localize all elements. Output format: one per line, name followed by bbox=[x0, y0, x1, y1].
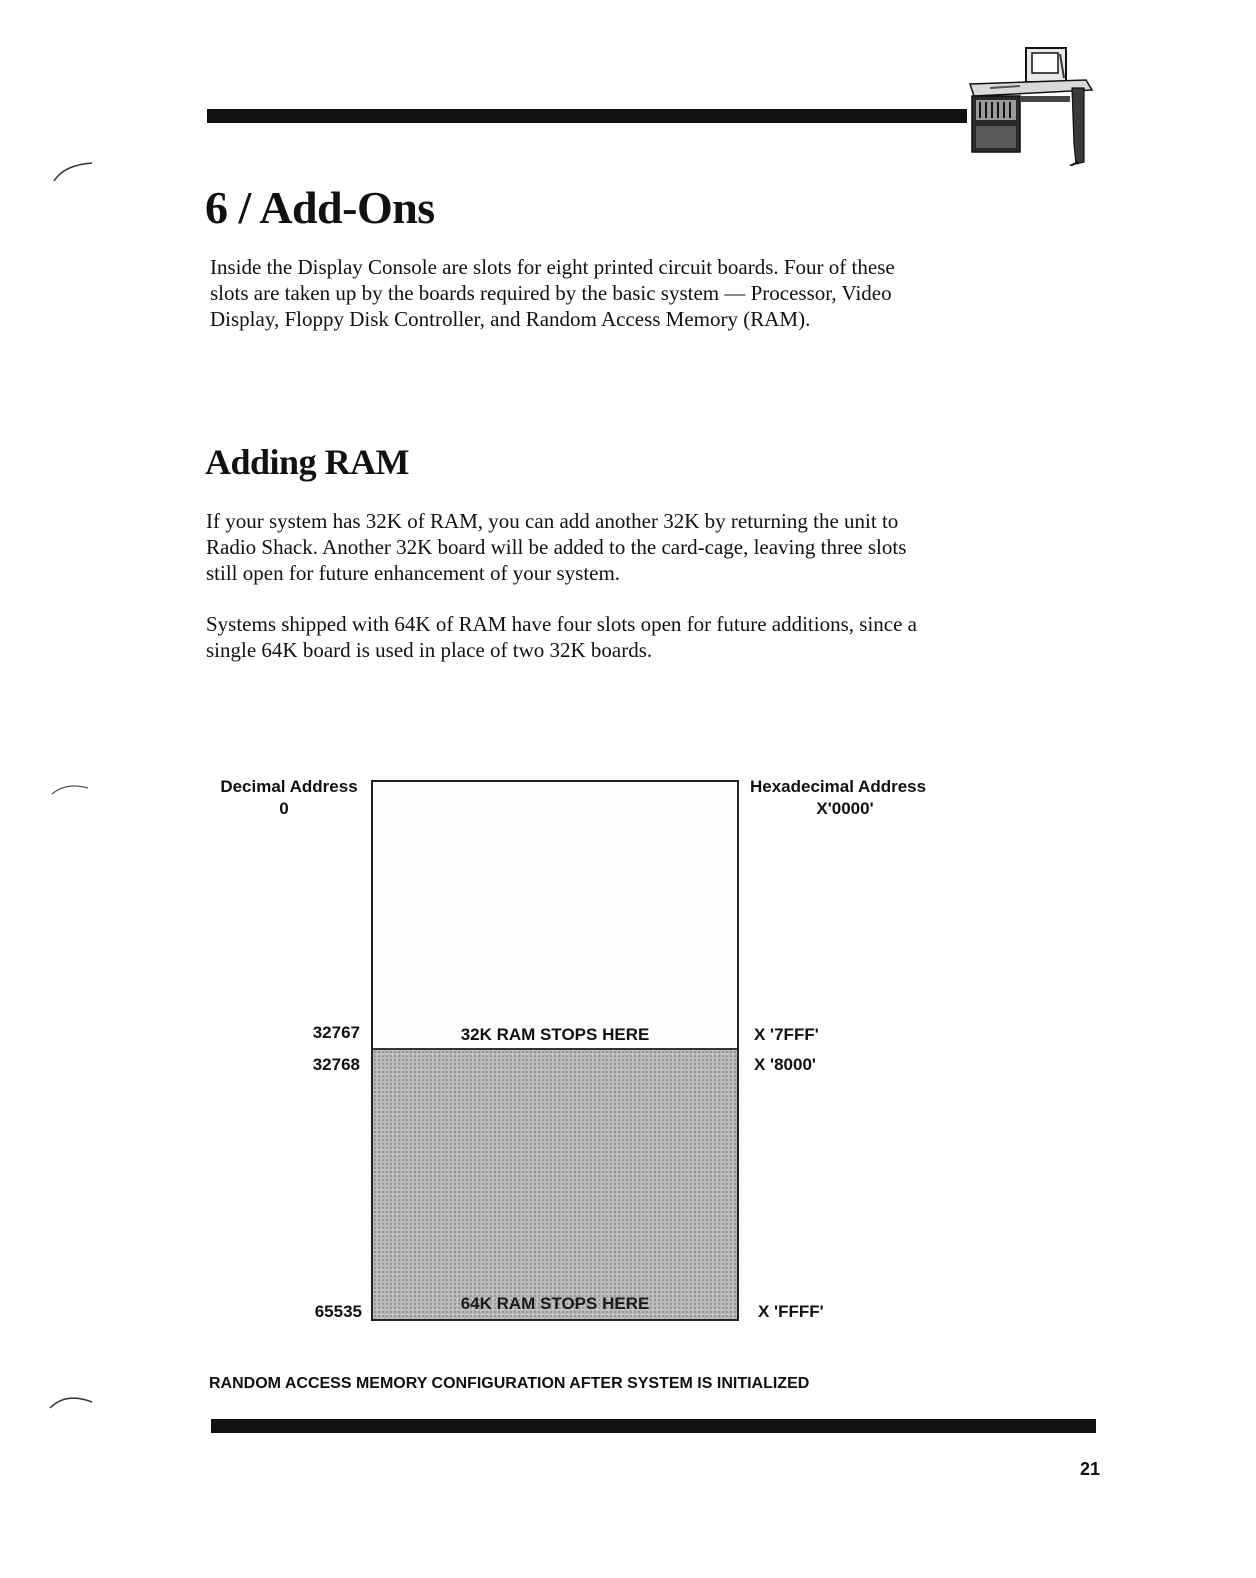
stop-32k-label: 32K RAM STOPS HERE bbox=[460, 1025, 650, 1044]
adding-ram-paragraph-1: If your system has 32K of RAM, you can add another 32K by returning the unit to Radio Shack. Another 32K board will be added to the card-cage, leaving three slots still open for future enhancement of your system. bbox=[206, 509, 907, 585]
stop-64k-label: 64K RAM STOPS HERE bbox=[460, 1294, 650, 1313]
scan-mark-icon bbox=[46, 1390, 96, 1414]
decimal-address-heading: Decimal Address bbox=[220, 777, 358, 796]
page-number: 21 bbox=[1079, 1459, 1100, 1479]
hex-address-64k-start: X '8000' bbox=[754, 1055, 816, 1074]
bottom-rule bbox=[211, 1419, 1096, 1433]
decimal-address-64k-start: 32768 bbox=[312, 1055, 360, 1074]
hex-address-heading: Hexadecimal Address bbox=[750, 777, 927, 796]
top-rule bbox=[207, 109, 967, 123]
decimal-address-32k-end: 32767 bbox=[312, 1023, 360, 1042]
intro-paragraph: Inside the Display Console are slots for eight printed circuit boards. Four of these slots are taken up by the boards required by the basic system — Processor, Video Display, Floppy Disk Controller, and Random Access Memory (RAM). bbox=[210, 255, 895, 331]
diagram-caption: RANDOM ACCESS MEMORY CONFIGURATION AFTER SYSTEM IS INITIALIZED bbox=[209, 1375, 810, 1392]
hex-address-64k-end: X 'FFFF' bbox=[758, 1302, 824, 1321]
memory-block-32k bbox=[373, 782, 737, 1048]
decimal-address-start: 0 bbox=[279, 799, 289, 818]
scan-mark-icon bbox=[50, 155, 100, 185]
memory-block-64k-shaded bbox=[373, 1050, 737, 1319]
memory-map-box bbox=[371, 780, 739, 1321]
decimal-address-64k-end: 65535 bbox=[314, 1302, 362, 1321]
hex-address-start: X'0000' bbox=[816, 799, 874, 818]
computer-desk-icon bbox=[960, 44, 1096, 166]
chapter-title: 6 / Add-Ons bbox=[205, 182, 435, 233]
scan-mark-icon bbox=[48, 780, 92, 800]
section-title: Adding RAM bbox=[205, 442, 410, 482]
adding-ram-paragraph-2: Systems shipped with 64K of RAM have four slots open for future additions, since a single 64K board is used in place of two 32K boards. bbox=[206, 612, 917, 662]
hex-address-32k-end: X '7FFF' bbox=[754, 1025, 819, 1044]
